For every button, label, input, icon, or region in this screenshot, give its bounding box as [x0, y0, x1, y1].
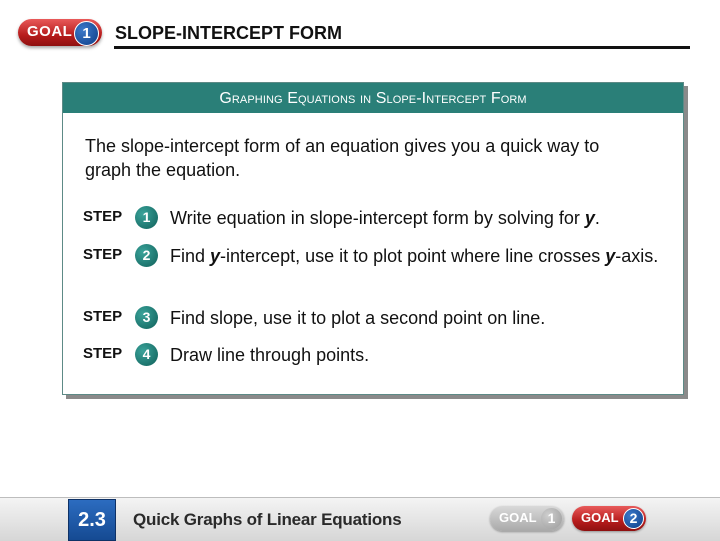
section-number-badge: 2.3 [68, 499, 116, 541]
footer-bar [0, 497, 720, 541]
step-text: Write equation in slope-intercept form by solving for y. [170, 208, 600, 228]
step-text: Find y-intercept, use it to plot point where line crosses y-axis. [170, 246, 659, 266]
step-number-3: 3 [135, 306, 158, 329]
goal-tab-number: 1 [541, 508, 562, 529]
intro-paragraph: The slope-intercept form of an equation gives you a quick way to graph the equation. [85, 136, 600, 180]
step-label: STEP [83, 208, 123, 225]
section-title: Quick Graphs of Linear Equations [133, 510, 402, 529]
step-label: STEP [83, 308, 123, 325]
goal-tab-label: GOAL [581, 510, 619, 525]
goal-badge-label: GOAL [27, 23, 73, 40]
title-underline [114, 46, 690, 49]
goal-1-tab[interactable] [490, 506, 564, 531]
goal-2-tab[interactable] [572, 506, 646, 531]
goal-1-badge [18, 19, 102, 46]
goal-badge-number: 1 [74, 21, 99, 46]
goal-tab-label: GOAL [499, 510, 537, 525]
step-number-1: 1 [135, 206, 158, 229]
page-title: SLOPE-INTERCEPT FORM [115, 23, 343, 43]
goal-tab-number: 2 [623, 508, 644, 529]
step-text: Find slope, use it to plot a second point on line. [170, 308, 546, 328]
step-number-4: 4 [135, 343, 158, 366]
step-label: STEP [83, 345, 123, 362]
step-number-2: 2 [135, 244, 158, 267]
concept-box [62, 82, 684, 395]
step-text: Draw line through points. [170, 345, 370, 365]
box-banner-title: Graphing Equations in Slope-Intercept Form [63, 83, 683, 113]
step-label: STEP [83, 246, 123, 263]
